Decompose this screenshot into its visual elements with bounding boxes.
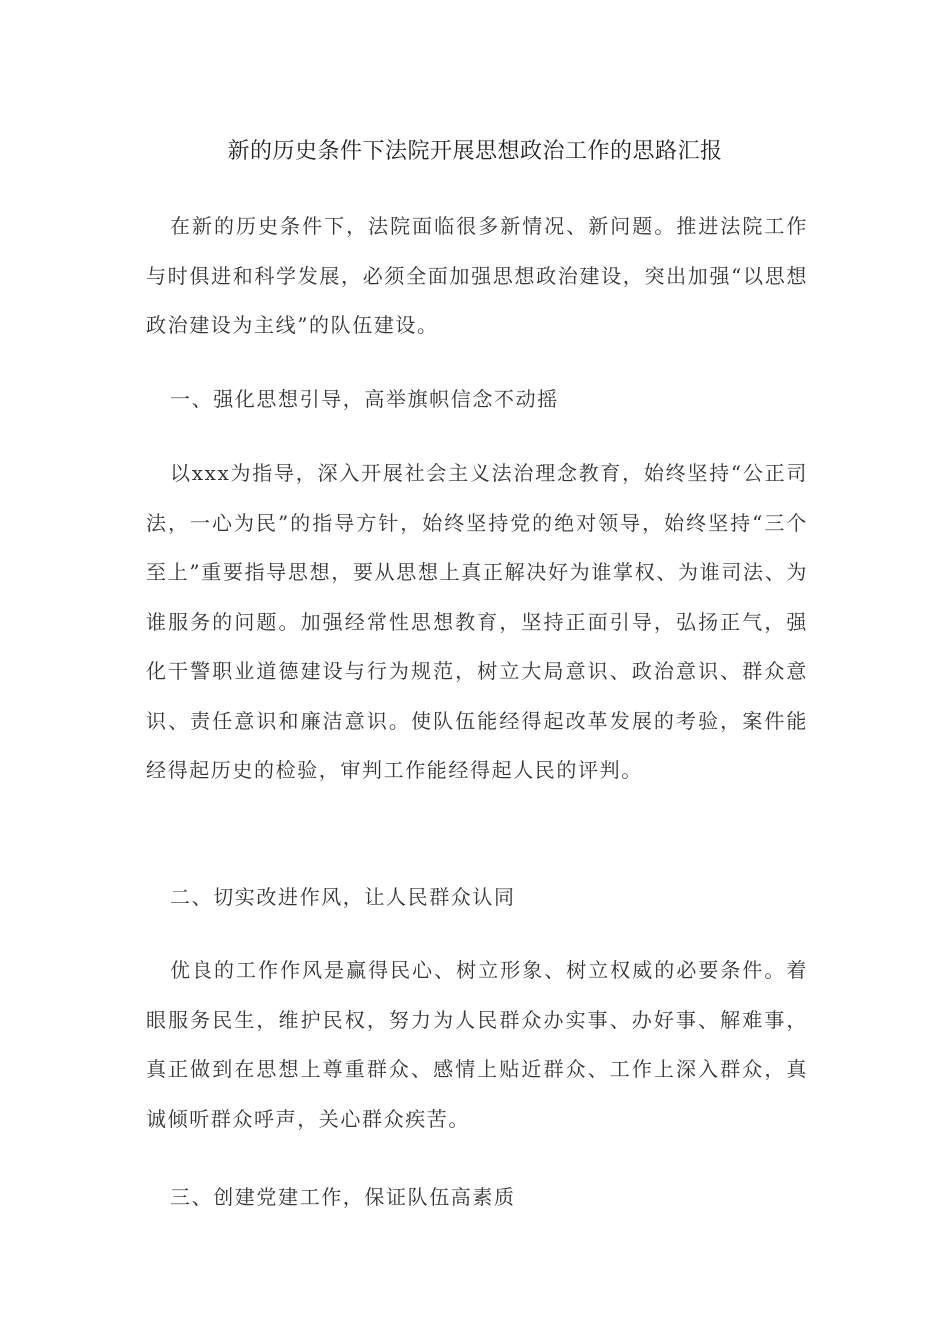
section-body-1: 以xxx为指导，深入开展社会主义法治理念教育，始终坚持“公正司法，一心为民”的指导方针，始终坚持党的绝对领导，始终坚持“三个至上”重要指导思想，要从思想上真正解决好为谁掌权、为谁司法、为谁服务的问题。加强经常性思想教育，坚持正面引导，弘扬正气，强化干警职业道德建设与行为规范，树立大局意识、政治意识、群众意识、责任意识和廉洁意识。使队伍能经得起改革发展的考验，案件能经得起历史的检验，审判工作能经得起人民的评判。 <box>146 461 808 782</box>
section-heading-3: 三、创建党建工作，保证队伍高素质 <box>170 1185 516 1209</box>
document-title: 新的历史条件下法院开展思想政治工作的思路汇报 <box>227 139 723 164</box>
section-body-2: 优良的工作作风是赢得民心、树立形象、树立权威的必要条件。着眼服务民生，维护民权，努力为人民群众办实事、办好事、解难事，真正做到在思想上尊重群众、感情上贴近群众、工作上深入群众，真诚倾听群众呼声，关心群众疾苦。 <box>146 958 808 1131</box>
intro-paragraph: 在新的历史条件下，法院面临很多新情况、新问题。推进法院工作与时俱进和科学发展，必须全面加强思想政治建设，突出加强“以思想政治建设为主线”的队伍建设。 <box>146 214 808 337</box>
section-heading-2: 二、切实改进作风，让人民群众认同 <box>170 885 516 909</box>
section-heading-1: 一、强化思想引导，高举旗帜信念不动摇 <box>170 387 559 411</box>
